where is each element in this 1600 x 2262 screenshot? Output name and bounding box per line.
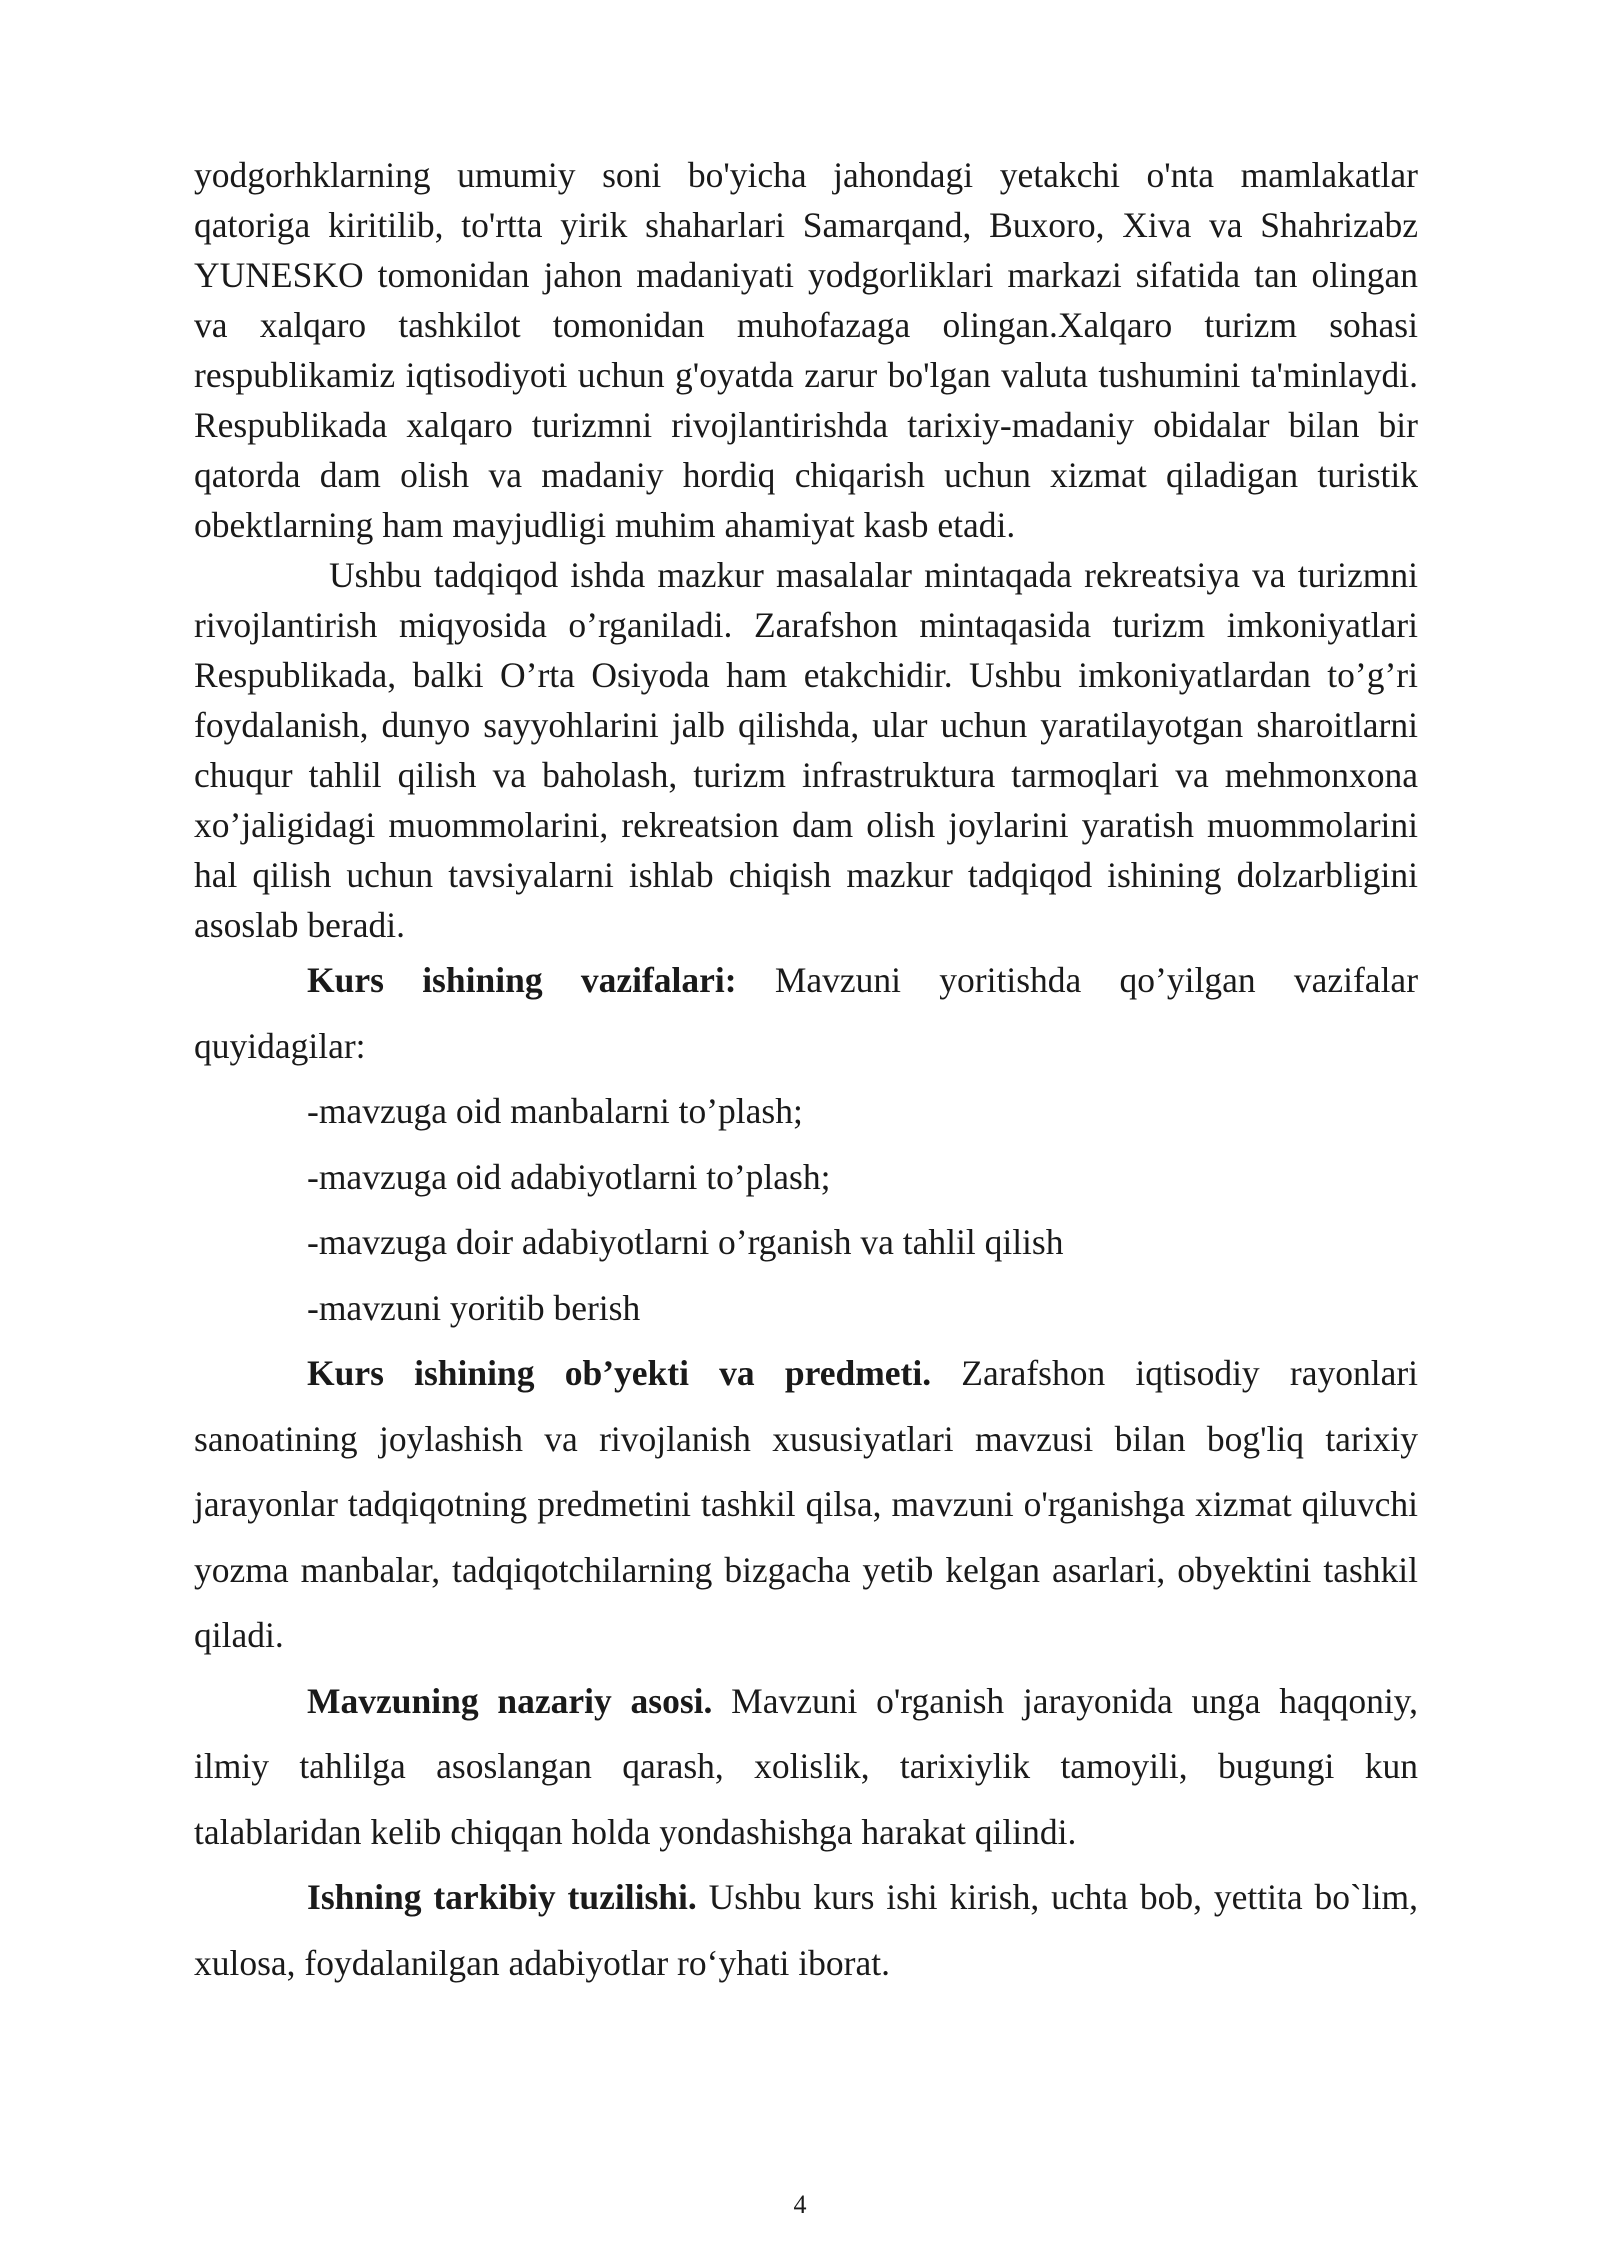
- structure-heading: Ishning tarkibiy tuzilishi.: [307, 1877, 697, 1917]
- structure-text: Ushbu kurs ishi kirish, uchta bob, yettita bo`lim, xulosa, foydalanilgan adabiyotlar ro‘yhati iborat.: [194, 1877, 1418, 1983]
- tasks-paragraph: [194, 948, 1418, 1079]
- task-item: -mavzuga oid adabiyotlarni to’plash;: [307, 1156, 831, 1197]
- text-block-top: [194, 150, 1418, 950]
- page-number: 4: [793, 2190, 807, 2219]
- task-item: -mavzuni yoritib berish: [307, 1287, 641, 1328]
- task-item: -mavzuga oid manbalarni to’plash;: [307, 1091, 803, 1131]
- task-item: -mavzuga doir adabiyotlarni o’rganish va tahlil qilish: [307, 1222, 1064, 1262]
- paragraph-2: Ushbu tadqiqod ishda mazkur masalalar mintaqada rekreatsiya va turizmni rivojlantirish miqyosida o’rganiladi. Zarafshon mintaqasida turizm imkoniyatlari Respublikada, balki O’rta Osiyoda ham etakchidir. Ushbu imkoniyatlardan to’g’ri foydalanish, dunyo sayyohlarini jalb qilishda, ular uchun yaratilayotgan sharoitlarni chuqur tahlil qilish va baholash, turizm infrastruktura tarmoqlari va mehmonxona xo’jaligidagi muommolarini, rekreatsion dam olish joylarini yaratish muommolarini hal qilish uchun tavsiyalarni ishlab chiqish mazkur tadqiqod ishining dolzarbligini asoslab beradi.: [194, 555, 1418, 945]
- theory-heading: Mavzuning nazariy asosi.: [307, 1680, 713, 1721]
- object-paragraph: [194, 1341, 1418, 1669]
- object-text: Zarafshon iqtisodiy rayonlari sanoatining joylashish va rivojlanish xususiyatlari mavzusi bilan bog'liq tarixiy jarayonlar tadqiqotning predmetini tashkil qilsa, mavzuni o'rganishga xizmat qiluvchi yozma manbalar, tadqiqotchilarning bizgacha yetib kelgan asarlari, obyektini tashkil qiladi.: [194, 1353, 1419, 1655]
- theory-text: Mavzuni o'rganish jarayonida unga haqqoniy, ilmiy tahlilga asoslangan qarash, xolislik, tarixiylik tamoyili, bugungi kun talablaridan kelib chiqqan holda yondashishga harakat qilindi.: [194, 1680, 1418, 1852]
- theory-paragraph: [194, 1669, 1418, 1866]
- paragraph-1: yodgorhklarning umumiy soni bo'yicha jahondagi yetakchi o'nta mamlakatlar qatoriga kiritilib, to'rtta yirik shaharlari Samarqand, Buxoro, Xiva va Shahrizabz YUNESKO tomonidan jahon madaniyati yodgorliklari markazi sifatida tan olingan va xalqaro tashkilot tomonidan muhofazaga olingan.Xalqaro turizm sohasi respublikamiz iqtisodiyoti uchun g'oyatda zarur bo'lgan valuta tushumini ta'minlaydi. Respublikada xalqaro turizmni rivojlantirishda tarixiy-madaniy obidalar bilan bir qatorda dam olish va madaniy hordiq chiqarish uchun xizmat qiladigan turistik obektlarning ham mayjudligi muhim ahamiyat kasb etadi.: [194, 155, 1418, 545]
- tasks-heading: Kurs ishining vazifalari:: [307, 960, 737, 1000]
- object-heading: Kurs ishining ob’yekti va predmeti.: [307, 1353, 932, 1393]
- text-block-bottom: [194, 948, 1418, 1996]
- structure-paragraph: [194, 1865, 1418, 1996]
- tasks-text: Mavzuni yoritishda qo’yilgan vazifalar quyidagilar:: [194, 960, 1419, 1066]
